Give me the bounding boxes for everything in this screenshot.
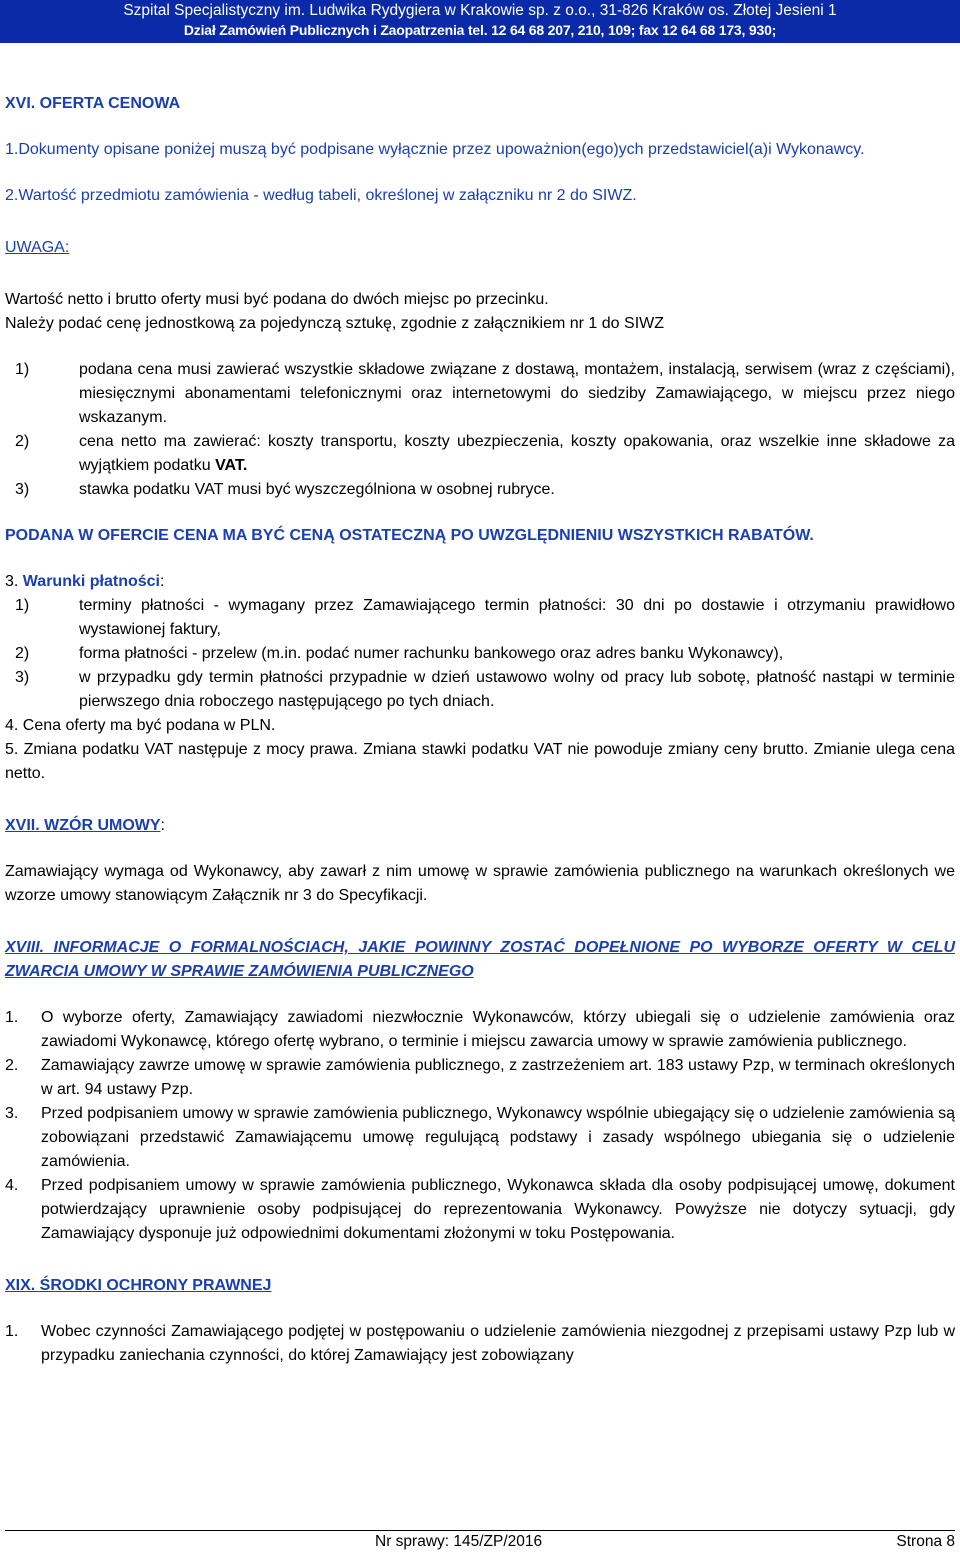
list-item [5, 642, 955, 666]
list-item [5, 1174, 955, 1246]
payment-terms-number: 3. [5, 573, 19, 590]
list-item [5, 1054, 955, 1102]
list-item [5, 594, 955, 642]
section-16-heading: XVI. OFERTA CENOWA [5, 95, 181, 112]
uwaga-label: UWAGA: [5, 239, 70, 256]
price-requirements-list [5, 358, 955, 502]
header-department-line: Dział Zamówień Publicznych i Zaopatrzenia tel. 12 64 68 207, 210, 109; fax 12 64 68 173, 930; [183, 22, 777, 38]
list-item-text: terminy płatności - wymagany przez Zamawiającego termin płatności: 30 dni po dostawie i otrzymaniu prawidłowo wystawionej faktury, [79, 597, 955, 638]
list-item-text-main: cena netto ma zawierać: koszty transportu, koszty ubezpieczenia, koszty opakowania, oraz wszelkie inne składowe za wyjątkiem podatku [79, 433, 955, 474]
list-item-text: Przed podpisaniem umowy w sprawie zamówienia publicznego, Wykonawca składa dla osoby podpisującej umowę, dokument potwierdzający uprawnienie osoby podpisującej do reprezentowania Wykonawcy. Powyższe nie dotyczy sytuacji, gdy Zamawiający dysponuje już odpowiednimi dokumentami złożonymi w toku Postępowania. [41, 1177, 955, 1242]
s16-paragraph-1: 1.Dokumenty opisane poniżej muszą być podpisane wyłącznie przez upoważnion(ego)ych przedstawiciel(a)i Wykonawcy. [5, 141, 865, 158]
list-item [5, 478, 955, 502]
list-item [5, 358, 955, 430]
list-item-number: 3) [15, 481, 30, 498]
s16-paragraph-2: 2.Wartość przedmiotu zamówienia - według tabeli, określonej w załączniku nr 2 do SIWZ. [5, 187, 637, 204]
list-item [5, 666, 955, 714]
list-item-number: 4. [5, 1177, 19, 1194]
page-footer [5, 1530, 955, 1552]
document-body [5, 92, 955, 1368]
vat-label: VAT. [215, 457, 248, 474]
list-item-text: O wyborze oferty, Zamawiający zawiadomi niezwłocznie Wykonawców, którzy ubiegali się o udzielenie zamówienia oraz zawiadomi Wykonawcę, którego ofertę wybrano, o terminie i miejscu zawarcia umowy w sprawie zamówienia publicznego. [41, 1009, 955, 1050]
list-item-text: Zamawiający zawrze umowę w sprawie zamówienia publicznego, z zastrzeżeniem art. 183 ustawy Pzp, w terminach określonych w art. 94 ustawy Pzp. [41, 1057, 955, 1098]
payment-terms-title: Warunki płatności [22, 573, 160, 590]
payment-terms-heading [5, 570, 955, 594]
list-item-number: 2) [15, 433, 30, 450]
uwaga-line-2: Należy podać cenę jednostkową za pojedynczą sztukę, zgodnie z załącznikiem nr 1 do SIWZ [5, 315, 665, 332]
list-item-number: 1) [15, 597, 30, 614]
list-item-text: Przed podpisaniem umowy w sprawie zamówienia publicznego, Wykonawcy wspólnie ubiegający się o udzielenie zamówienia są zobowiązani przedstawić Zamawiającemu umowę regulującą podstawy i zasady wspólnego ubiegania się o udzielenie zamówienia. [41, 1105, 955, 1170]
list-item-text: w przypadku gdy termin płatności przypadnie w dzień ustawowo wolny od pracy lub sobotę, płatność nastąpi w terminie pierwszego dnia roboczego następującego po tych dniach. [79, 669, 955, 710]
payment-terms-colon: : [160, 573, 165, 590]
list-item-text: podana cena musi zawierać wszystkie składowe związane z dostawą, montażem, instalacją, serwisem (wraz z częściami), miesięcznymi abonamentami telefonicznymi oraz internetowymi do siedziby Zamawiającego, w miejscu przez niego wskazanym. [79, 361, 955, 426]
page-number: Strona 8 [896, 1533, 955, 1550]
section-18-list [5, 1006, 955, 1246]
s16-paragraph-5: 5. Zmiana podatku VAT następuje z mocy prawa. Zmiana stawki podatku VAT nie powoduje zmiany ceny brutto. Zmianie ulega cena netto. [5, 741, 955, 782]
section-19-heading: XIX. ŚRODKI OCHRONY PRAWNEJ [5, 1277, 272, 1294]
section-17-heading [5, 814, 955, 838]
list-item-number: 2) [15, 645, 30, 662]
list-item-text: stawka podatku VAT musi być wyszczególniona w osobnej rubryce. [79, 481, 555, 498]
list-item-text [79, 430, 955, 478]
list-item-number: 3) [15, 669, 30, 686]
list-item [5, 1006, 955, 1054]
list-item-number: 1. [5, 1009, 19, 1026]
list-item-text: Wobec czynności Zamawiającego podjętej w postępowaniu o udzielenie zamówienia niezgodnej z przepisami ustawy Pzp lub w przypadku zaniechania czynności, do której Zamawiający jest zobowiązany [41, 1323, 955, 1364]
payment-terms-list [5, 594, 955, 714]
section-19-list [5, 1320, 955, 1368]
s16-paragraph-4: 4. Cena oferty ma być podana w PLN. [5, 717, 276, 734]
list-item-number: 2. [5, 1057, 19, 1074]
section-18-heading: XVIII. INFORMACJE O FORMALNOŚCIACH, JAKIE POWINNY ZOSTAĆ DOPEŁNIONE PO WYBORZE OFERTY W CELU ZWARCIA UMOWY W SPRAWIE ZAMÓWIENIA PUBLICZNEGO [5, 939, 955, 980]
uwaga-line-1: Wartość netto i brutto oferty musi być podana do dwóch miejsc po przecinku. [5, 291, 549, 308]
section-17-text: Zamawiający wymaga od Wykonawcy, aby zawarł z nim umowę w sprawie zamówienia publicznego na warunkach określonych we wzorze umowy stanowiącym Załącznik nr 3 do Specyfikacji. [5, 863, 955, 904]
section-17-title: XVII. WZÓR UMOWY [5, 817, 161, 834]
list-item [5, 1320, 955, 1368]
section-17-colon: : [160, 817, 165, 834]
case-number: Nr sprawy: 145/ZP/2016 [375, 1533, 543, 1550]
list-item [5, 1102, 955, 1174]
header-hospital-line: Szpital Specjalistyczny im. Ludwika Rydygiera w Krakowie sp. z o.o., 31-826 Kraków os. Złotej Jesieni 1 [123, 2, 837, 19]
list-item-number: 1) [15, 361, 30, 378]
page-header [0, 0, 960, 43]
list-item-number: 3. [5, 1105, 19, 1122]
final-price-notice: PODANA W OFERCIE CENA MA BYĆ CENĄ OSTATECZNĄ PO UWZGLĘDNIENIU WSZYSTKICH RABATÓW. [5, 527, 814, 544]
list-item-number: 1. [5, 1323, 19, 1340]
list-item [5, 430, 955, 478]
list-item-text: forma płatności - przelew (m.in. podać numer rachunku bankowego oraz adres banku Wykonawcy), [79, 645, 784, 662]
